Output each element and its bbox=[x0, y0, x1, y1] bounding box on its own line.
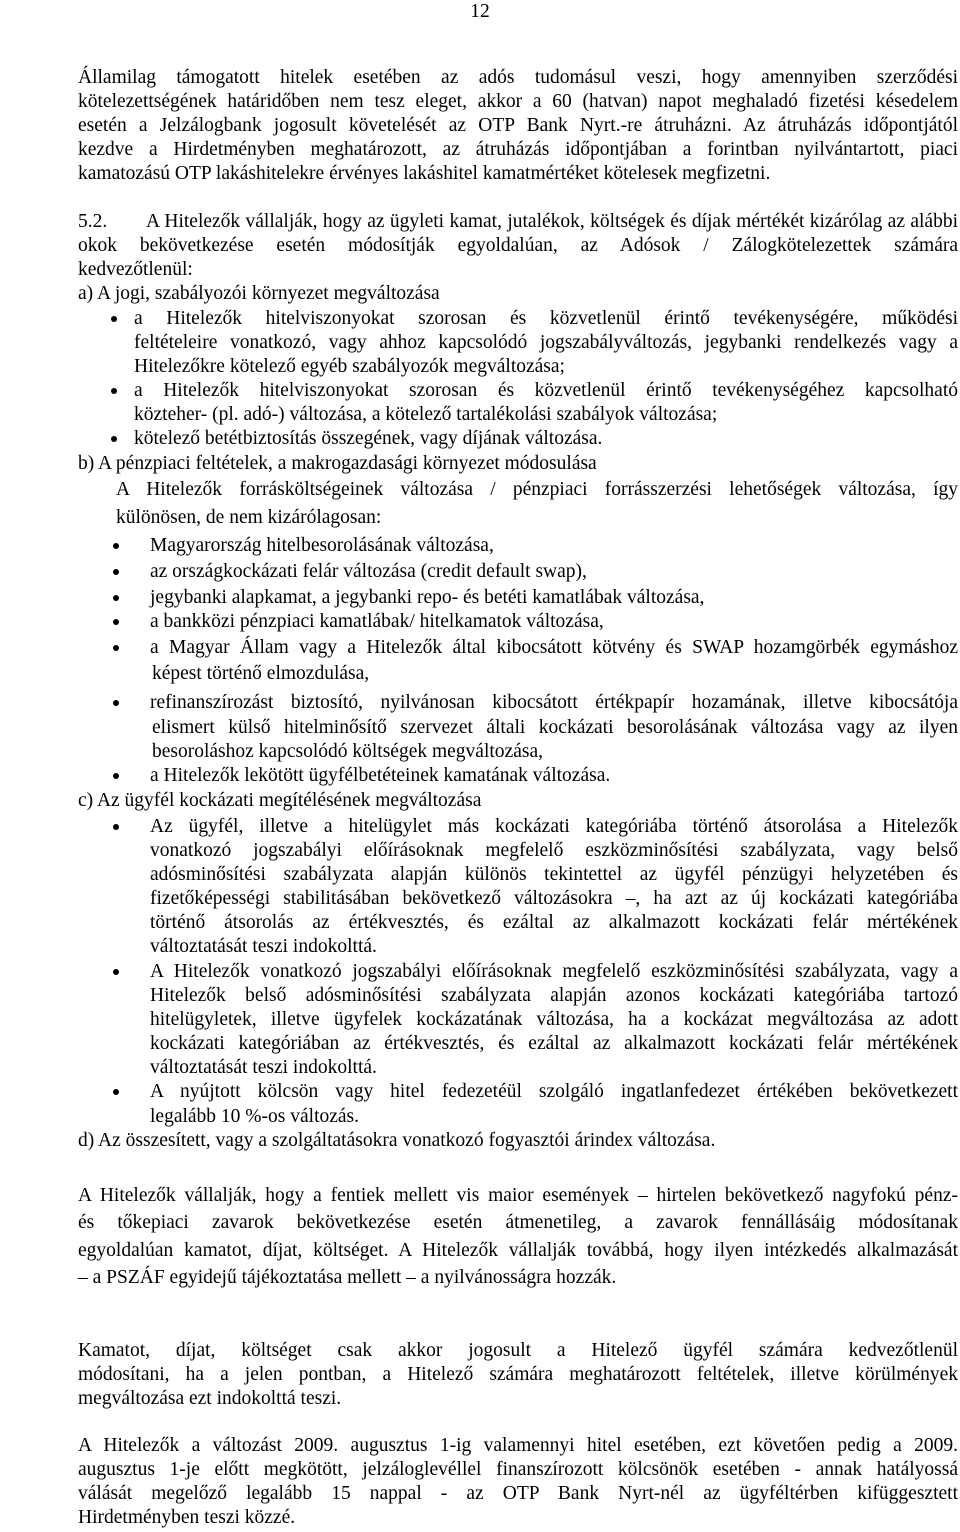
list-item-line: Hitelezőkre kötelező egyéb szabályozók megváltozása; bbox=[134, 356, 565, 377]
bullet-icon bbox=[113, 773, 119, 779]
list-item-line: változtatását teszi indokolttá. bbox=[150, 936, 377, 957]
list-item-line: A Hitelezők vonatkozó jogszabályi előírásoknak megfelelő eszközminősítési szabályzata, vagy a bbox=[150, 961, 958, 982]
paragraph-line: A Hitelezők a változást 2009. augusztus 1-ig valamennyi hitel esetében, ezt követően pedig a 2009. bbox=[78, 1435, 958, 1456]
list-item-line: a Hitelezők hitelviszonyokat szorosan és közvetlenül érintő tevékenységére, működési bbox=[134, 308, 958, 329]
section-intro-line: kedvezőtlenül: bbox=[78, 259, 193, 280]
bullet-icon bbox=[113, 543, 119, 549]
paragraph-line: Államilag támogatott hitelek esetében az adós tudomásul veszi, hogy amennyiben szerződési bbox=[78, 67, 958, 88]
bullet-icon bbox=[113, 1089, 119, 1095]
list-item-line: Az ügyfél, illetve a hitelügylet más kockázati kategóriába történő átsorolása a Hitelezők bbox=[150, 816, 958, 837]
list-item-line: történő átsorolás az értékvesztés, és ezáltal az alkalmazott kockázati felár mértékének bbox=[150, 912, 958, 933]
list-item-line: Magyarország hitelbesorolásának változása, bbox=[150, 535, 494, 556]
list-item-line: a Hitelezők hitelviszonyokat szorosan és közvetlenül érintő tevékenységéhez kapcsolható bbox=[134, 380, 958, 401]
list-item-line: feltételeire vonatkozó, vagy ahhoz kapcsolódó jogszabályváltozás, jegybanki rendelkezés vagy a bbox=[134, 332, 958, 353]
paragraph-line: augusztus 1-je előtt megkötött, jelzáloglevéllel finanszírozott kölcsönök esetében - annak hatályossá bbox=[78, 1459, 958, 1480]
list-item-line: adósminősítési szabályzata alapján különös tekintettel az ügyfél pénzügyi helyzetében és bbox=[150, 864, 958, 885]
paragraph-line: kezdve a Hirdetményben meghatározott, az átruházás időpontjában a forintban nyilvántartott, piaci bbox=[78, 139, 958, 160]
paragraph-line: esetén a Jelzálogbank jogosult követelését az OTP Bank Nyrt.-re átruházni. Az átruházás időpontjától bbox=[78, 115, 958, 136]
bullet-icon bbox=[113, 569, 119, 575]
paragraph-line: válását megelőző legalább 15 nappal - az OTP Bank Nyrt-nél az ügyféltérben kifüggesztett bbox=[78, 1483, 958, 1504]
page-number: 12 bbox=[470, 1, 490, 22]
paragraph-line: Hirdetményben teszi közzé. bbox=[78, 1507, 296, 1528]
list-item-line: a Hitelezők lekötött ügyfélbetéteinek kamatának változása. bbox=[150, 765, 611, 786]
list-item-line: jegybanki alapkamat, a jegybanki repo- és betéti kamatlábak változása, bbox=[150, 587, 705, 608]
list-item-line: legalább 10 %-os változás. bbox=[150, 1106, 360, 1127]
list-item-line: besoroláshoz kapcsolódó költségek megváltozása, bbox=[152, 741, 543, 762]
paragraph-line: kamatozású OTP lakáshitelekre érvényes lakáshitel kamatmértéket kötelesek megfizetni. bbox=[78, 163, 771, 184]
bullet-icon bbox=[111, 316, 117, 322]
list-item-line: hitelügyletek, illetve ügyfelek kockázatának változása, ha a kockázat megváltozása az adott bbox=[150, 1009, 958, 1030]
list-item-line: refinanszírozást biztosító, nyilvánosan kibocsátott értékpapír hozamának, illetve kibocsátója bbox=[150, 692, 958, 713]
section-number: 5.2. bbox=[78, 211, 108, 232]
paragraph-line: – a PSZÁF egyidejű tájékoztatása mellett – a nyilvánosságra hozzák. bbox=[78, 1267, 617, 1288]
list-item-line: fizetőképességi stabilitásában bekövetkező változásokra –, ha azt az új kockázati kategóriába bbox=[150, 888, 958, 909]
paragraph-line: megváltozása ezt indokolttá teszi. bbox=[78, 1388, 342, 1409]
list-item-line: kockázati kategóriában az értékvesztés, és ezáltal az alkalmazott kockázati felár mértékének bbox=[150, 1033, 958, 1054]
list-item-line: a bankközi pénzpiaci kamatlábak/ hitelkamatok változása, bbox=[150, 611, 604, 632]
paragraph-line: egyoldalúan kamatot, díjat, költséget. A Hitelezők vállalják továbbá, hogy ilyen intézkedés alkalmazását bbox=[78, 1240, 958, 1261]
list-item-line: képest történő elmozdulása, bbox=[152, 663, 370, 684]
list-item-line: A nyújtott kölcsön vagy hitel fedezetéül szolgáló ingatlanfedezet értékében bekövetkezett bbox=[150, 1081, 958, 1102]
subsection-intro-line: különösen, de nem kizárólagosan: bbox=[116, 507, 382, 528]
paragraph-line: és tőkepiaci zavarok bekövetkezése esetén átmenetileg, a zavarok fennállásáig módosítanak bbox=[78, 1212, 958, 1233]
list-item-line: közteher- (pl. adó-) változása, a kötelező tartalékolási szabályok változása; bbox=[134, 404, 718, 425]
paragraph-line: módosítani, ha a jelen pontban, a Hitelező számára meghatározott feltételek, illetve körülmények bbox=[78, 1364, 958, 1385]
subsection-intro-line: A Hitelezők forrásköltségeinek változása / pénzpiaci forrásszerzési lehetőségek változása, így bbox=[116, 479, 958, 500]
list-item-line: kötelező betétbiztosítás összegének, vagy díjának változása. bbox=[134, 428, 603, 449]
bullet-icon bbox=[113, 700, 119, 706]
list-item-line: az országkockázati felár változása (credit default swap), bbox=[150, 561, 587, 582]
paragraph-line: kötelezettségének határidőben nem tesz eleget, akkor a 60 (hatvan) napot meghaladó fizetési késedelem bbox=[78, 91, 958, 112]
bullet-icon bbox=[113, 619, 119, 625]
list-item-line: elismert külső hitelminősítő szervezet általi kockázati besorolásának változása vagy az ilyen bbox=[152, 717, 958, 738]
list-item-line: változtatását teszi indokolttá. bbox=[150, 1057, 377, 1078]
list-item-line: a Magyar Állam vagy a Hitelezők által kibocsátott kötvény és SWAP hozamgörbék egymáshoz bbox=[150, 637, 958, 658]
subsection-heading: b) A pénzpiaci feltételek, a makrogazdasági környezet módosulása bbox=[78, 453, 597, 474]
paragraph-line: A Hitelezők vállalják, hogy a fentiek mellett vis maior események – hirtelen bekövetkező nagyfokú pénz- bbox=[78, 1185, 958, 1206]
bullet-icon bbox=[113, 969, 119, 975]
bullet-icon bbox=[113, 824, 119, 830]
list-item-line: Hitelezők belső adósminősítési szabályzata alapján azonos kockázati kategóriába tartozó bbox=[150, 985, 958, 1006]
subsection-heading: d) Az összesített, vagy a szolgáltatásokra vonatkozó fogyasztói árindex változása. bbox=[78, 1130, 716, 1151]
bullet-icon bbox=[113, 645, 119, 651]
subsection-heading: a) A jogi, szabályozói környezet megváltozása bbox=[78, 283, 440, 304]
section-intro-line: okok bekövetkezése esetén módosítják egyoldalúan, az Adósok / Zálogkötelezettek számára bbox=[78, 235, 958, 256]
subsection-heading: c) Az ügyfél kockázati megítélésének megváltozása bbox=[78, 790, 482, 811]
section-intro-line: A Hitelezők vállalják, hogy az ügyleti kamat, jutalékok, költségek és díjak mértékét kizárólag az alábbi bbox=[146, 211, 958, 232]
list-item-line: vonatkozó jogszabályi előírásoknak megfelelő eszközminősítési szabályzata, vagy belső bbox=[150, 840, 958, 861]
bullet-icon bbox=[113, 595, 119, 601]
paragraph-line: Kamatot, díjat, költséget csak akkor jogosult a Hitelező ügyfél számára kedvezőtlenül bbox=[78, 1340, 958, 1361]
bullet-icon bbox=[111, 436, 117, 442]
bullet-icon bbox=[111, 388, 117, 394]
